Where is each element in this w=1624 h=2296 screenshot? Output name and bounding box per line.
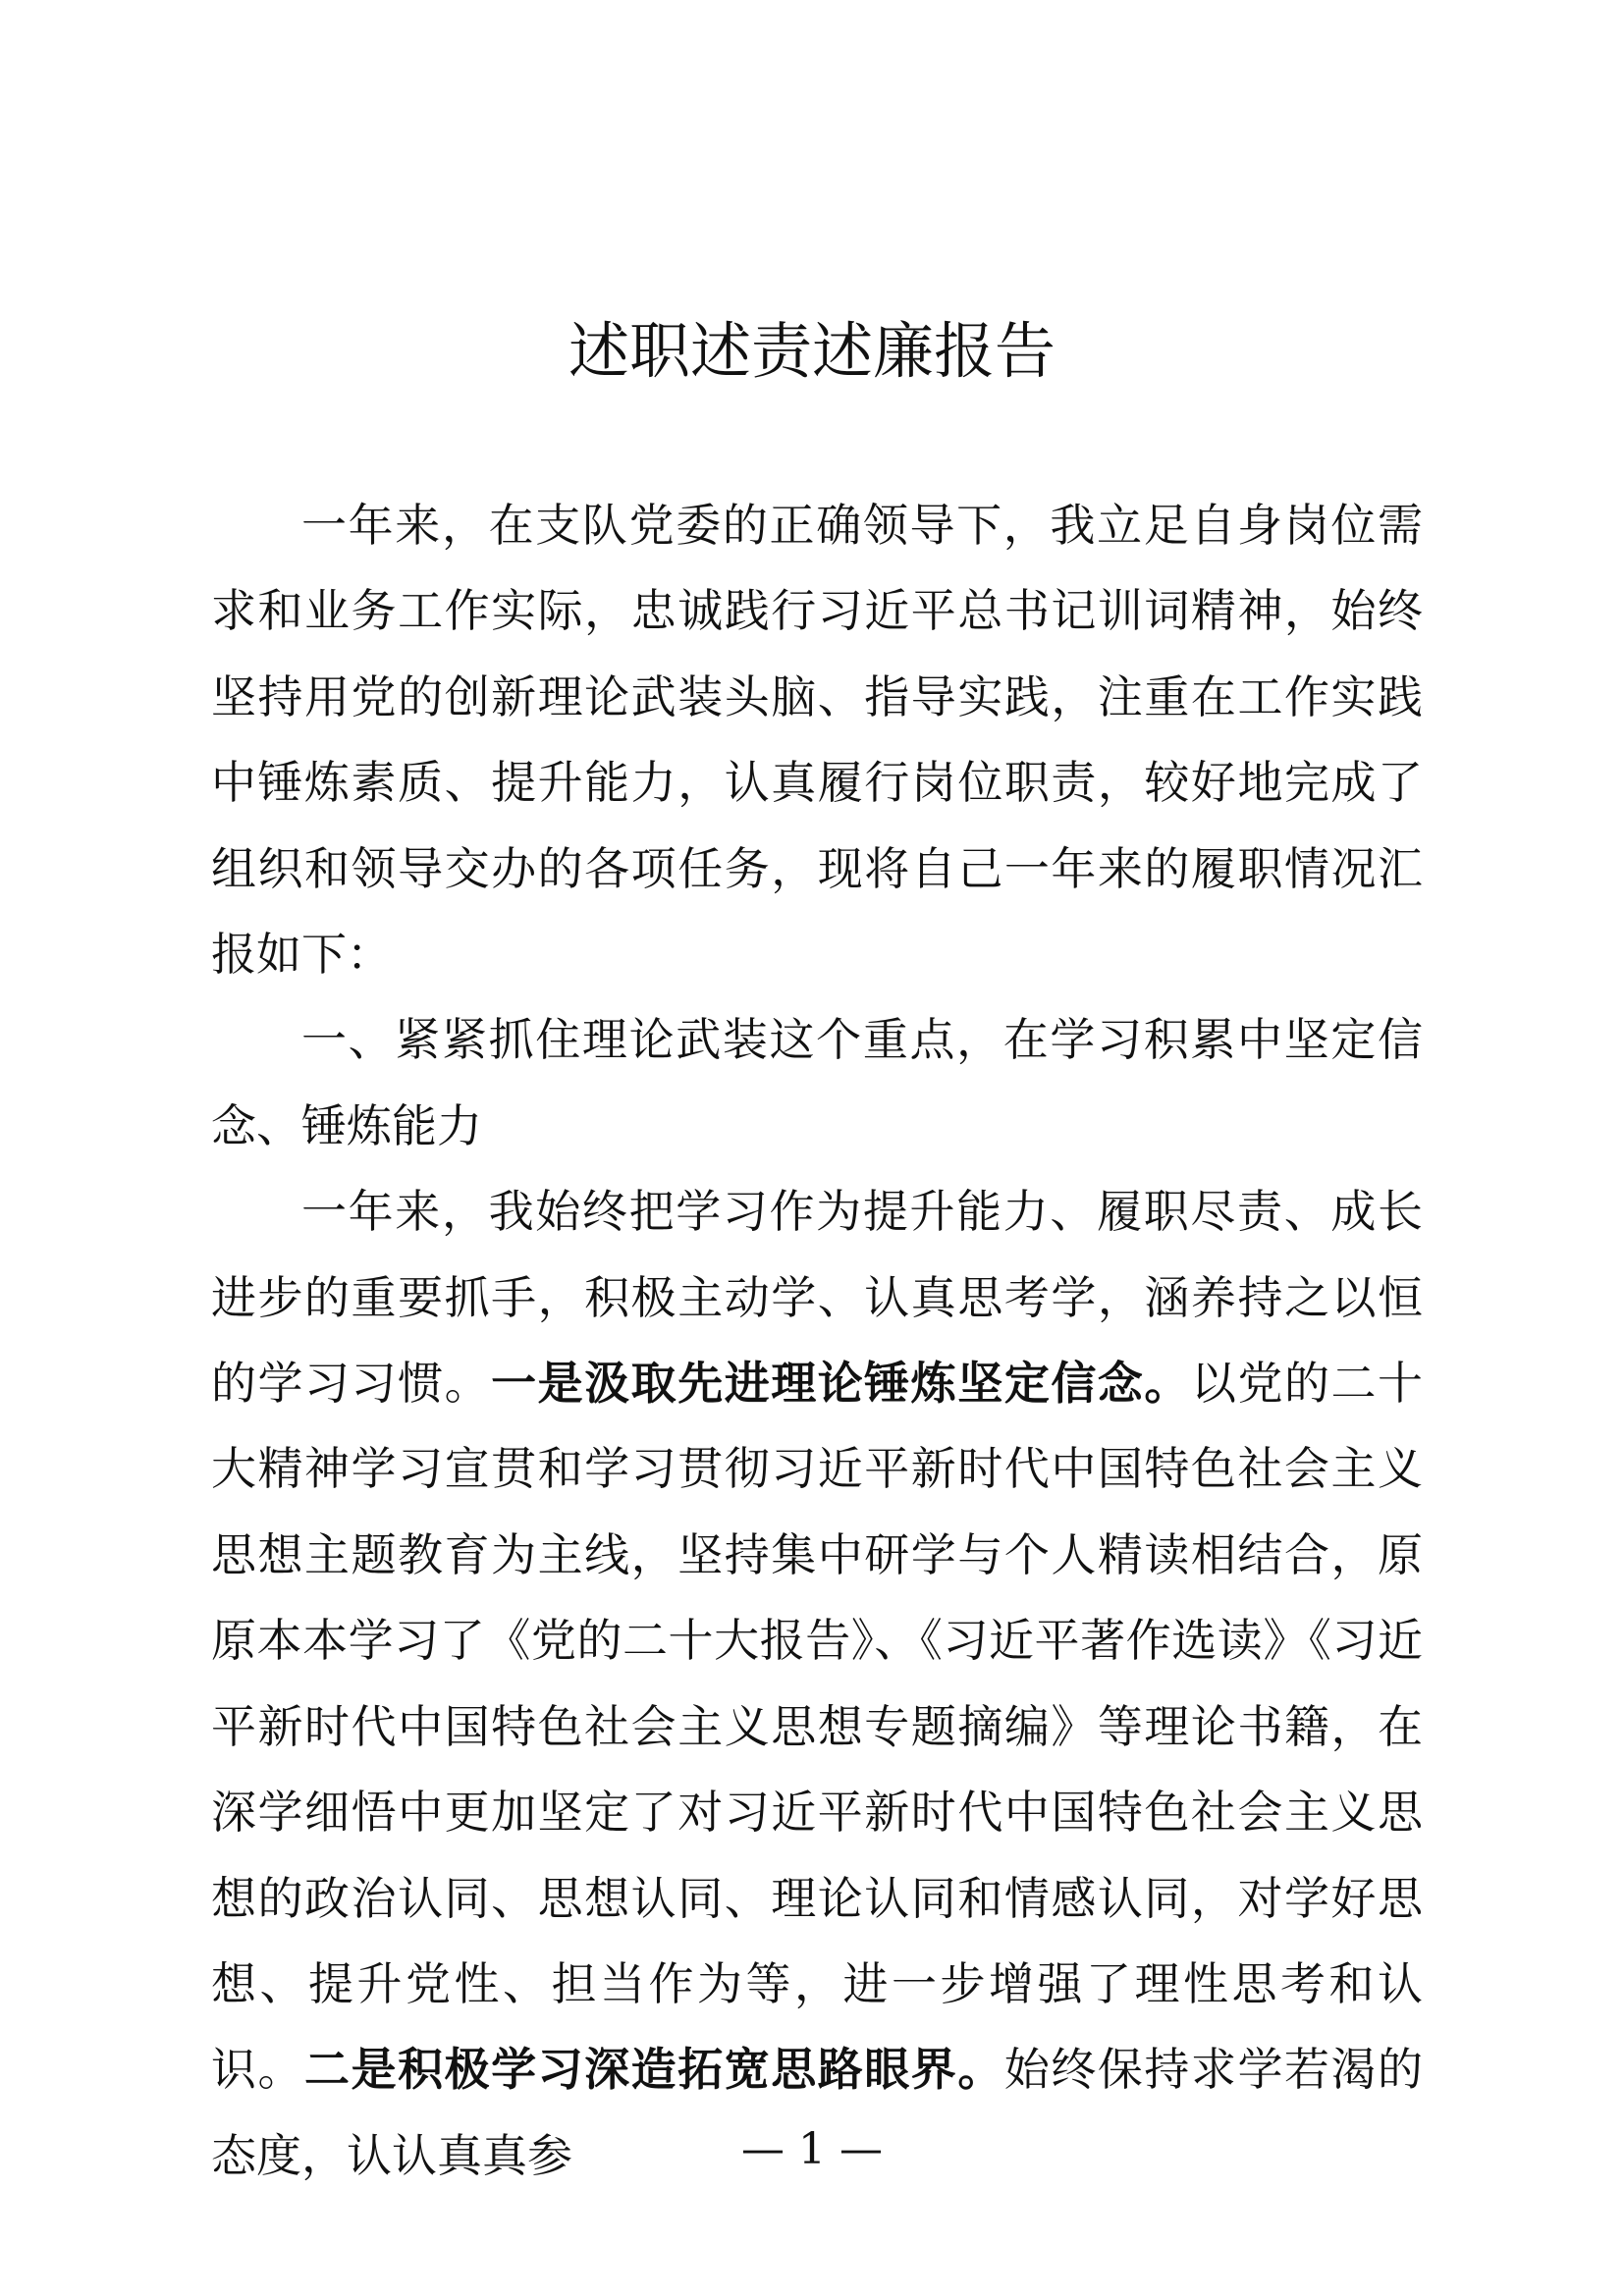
point-1-text: 以党的二十大精神学习宣贯和学习贯彻习近平新时代中国特色社会主义思想主题教育为主线，坚持集中研学与个人精读相结合，原原本本学习了《党的二十大报告》、《习近平著作选读》《习近平新时代中国特色社会主义思想专题摘编》等理论书籍，在深学细悟中更加坚定了对习近平新时代中国特色社会主义思想的政治认同、思想认同、理论认同和情感认同，对学好思想、提升党性、担当作为等，进一步增强了理性思考和认识。 <box>211 1357 1424 2097</box>
document-body <box>211 483 1423 2199</box>
point-2-heading: 二是积极学习深造拓宽思路眼界。 <box>304 2043 1004 2097</box>
section-1-paragraph <box>211 1169 1423 2199</box>
page-number: — 1 — <box>741 2124 883 2174</box>
document-title: 述职述责述廉报告 <box>568 315 1056 387</box>
section-heading-1: 一、紧紧抓住理论武装这个重点，在学习积累中坚定信念、锤炼能力 <box>211 1013 1423 1152</box>
intro-paragraph: 一年来，在支队党委的正确领导下，我立足自身岗位需求和业务工作实际，忠诚践行习近平总书记训词精神，始终坚持用党的创新理论武装头脑、指导实践，注重在工作实践中锤炼素质、提升能力，认真履行岗位职责，较好地完成了组织和领导交办的各项任务，现将自己一年来的履职情况汇报如下： <box>211 499 1423 982</box>
point-1-heading: 一是汲取先进理论锤炼坚定信念。 <box>491 1357 1191 1411</box>
section-1-intro: 一年来，我始终把学习作为提升能力、履职尽责、成长进步的重要抓手，积极主动学、认真思考学，涵养持之以恒的学习习惯。 <box>211 1185 1423 1411</box>
point-2-text: 始终保持求学若渴的态度，认认真真参 <box>211 2043 1424 2182</box>
